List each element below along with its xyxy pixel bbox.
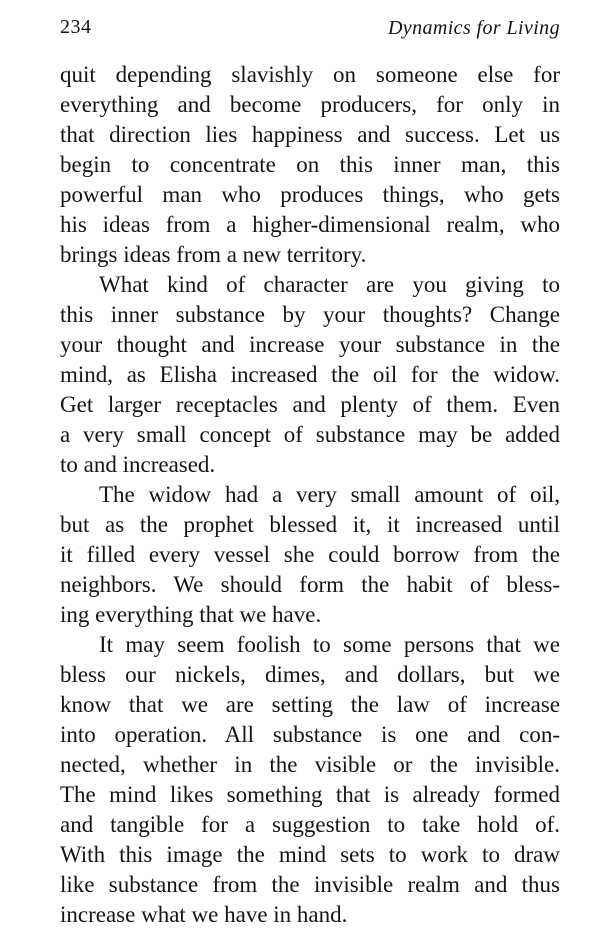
text-line: your thought and increase your substance in the xyxy=(60,332,560,357)
paragraph xyxy=(60,480,560,630)
text-line: What kind of character are you giving to xyxy=(99,272,560,297)
text-line: nected, whether in the visible or the invisible. xyxy=(60,752,560,777)
text-line: bless our nickels, dimes, and dollars, but we xyxy=(60,662,560,687)
text-line: It may seem foolish to some persons that we xyxy=(99,632,560,657)
text-line: but as the prophet blessed it, it increased until xyxy=(60,512,560,537)
text-line: like substance from the invisible realm and thus xyxy=(60,872,560,897)
running-title: Dynamics for Living xyxy=(387,17,560,39)
page-number: 234 xyxy=(60,16,92,38)
text-line: increase what we have in hand. xyxy=(60,902,348,927)
text-line: powerful man who produces things, who gets xyxy=(60,182,560,207)
text-line: this inner substance by your thoughts? Change xyxy=(60,302,560,327)
text-line: brings ideas from a new territory. xyxy=(60,242,367,267)
text-line: The widow had a very small amount of oil, xyxy=(99,482,560,507)
text-line: to and increased. xyxy=(60,452,216,477)
text-line: and tangible for a suggestion to take hold of. xyxy=(60,812,560,837)
text-line: The mind likes something that is already formed xyxy=(60,782,560,807)
text-line: ing everything that we have. xyxy=(60,602,322,627)
page-header xyxy=(60,16,560,46)
paragraph xyxy=(60,270,560,480)
paragraph xyxy=(60,60,560,270)
text-line: everything and become producers, for only in xyxy=(60,92,560,117)
text-line: a very small concept of substance may be added xyxy=(60,422,560,447)
text-line: With this image the mind sets to work to draw xyxy=(60,842,560,867)
text-line: begin to concentrate on this inner man, this xyxy=(60,152,560,177)
text-line: quit depending slavishly on someone else for xyxy=(60,62,560,87)
text-line: mind, as Elisha increased the oil for the widow. xyxy=(60,362,560,387)
text-line: into operation. All substance is one and con- xyxy=(60,722,560,747)
paragraph xyxy=(60,630,560,930)
text-line: know that we are setting the law of increase xyxy=(60,692,560,717)
text-line: neighbors. We should form the habit of bless- xyxy=(60,572,560,597)
body-text xyxy=(60,60,560,930)
text-line: that direction lies happiness and success. Let us xyxy=(60,122,560,147)
text-line: Get larger receptacles and plenty of them. Even xyxy=(60,392,560,417)
text-line: it filled every vessel she could borrow from the xyxy=(60,542,560,567)
text-line: his ideas from a higher-dimensional realm, who xyxy=(60,212,560,237)
